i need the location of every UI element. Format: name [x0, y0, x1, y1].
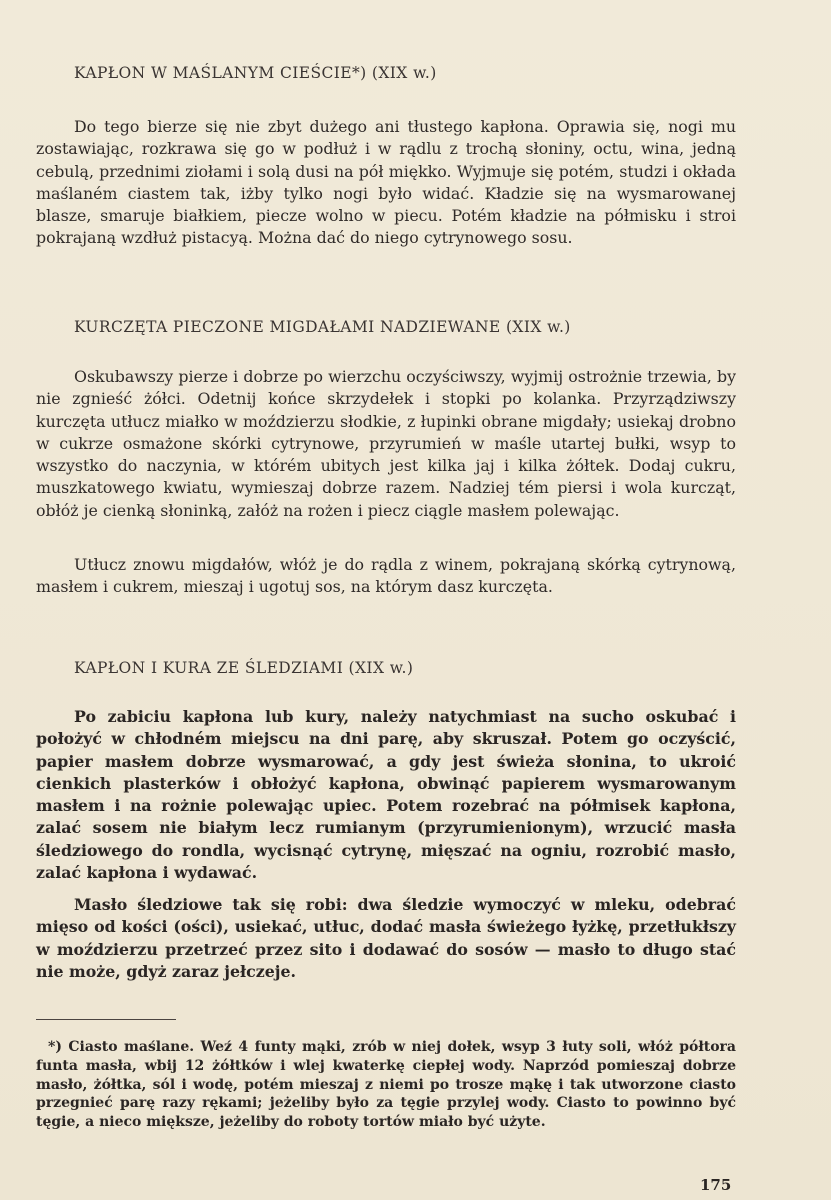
recipe-paragraph: Utłucz znowu migdałów, włóż je do rądla z winem, pokrajaną skórką cytrynową, masłem i cukrem, mieszaj i ugotuj sos, na którym dasz kurczęta.: [36, 555, 736, 597]
recipe-paragraph: Po zabiciu kapłona lub kury, należy natychmiast na sucho oskubać i położyć w chłodném miejscu na dni parę, aby skruszał. Potem go oczyścić, papier masłem dobrze wysmarować, a gdy jest świeża słonina, to ukroić cienkich plasterków i obłożyć kapłona, obwinąć papierem wysmarowanym masłem i na rożnie polewając upiec. Potem rozebrać na półmisek kapłona, zalać sosem nie białym lecz rumianym (przyrumienionym), wrzucić masła śledziowego do rondla, wycisnąć cytrynę, mięszać na ogniu, rozrobić masło, zalać kapłona i wydawać.: [36, 707, 736, 883]
page-number: 175: [700, 1176, 732, 1194]
recipe-paragraph: Do tego bierze się nie zbyt dużego ani tłustego kapłona. Oprawia się, nogi mu zostawiając, rozkrawa się go w podłuż i w rądlu z trochą słoniny, octu, wina, jedną cebulą, przednimi ziołami i solą dusi na pół miękko. Wyjmuje się potém, studzi i okłada maślaném ciastem tak, iżby tylko nogi było widać. Kładzie się na wysmarowanej blasze, smaruje białkiem, piecze wolno w piecu. Potém kładzie na półmisku i stroi pokrajaną wzdłuż pistacyą. Można dać do niego cytrynowego sosu.: [36, 117, 736, 248]
footnote-divider: [36, 1019, 176, 1020]
recipe-title-kaplon-w-maslanym-ciescie: KAPŁON W MAŚLANYM CIEŚCIE*) (XIX w.): [74, 64, 437, 82]
recipe-title-kurczeta-pieczone: KURCZĘTA PIECZONE MIGDAŁAMI NADZIEWANE (XIX w.): [74, 318, 571, 336]
recipe-paragraph: Oskubawszy pierze i dobrze po wierzchu oczyściwszy, wyjmij ostrożnie trzewia, by nie zgnieść żółci. Odetnij końce skrzydełek i stopki po kolanka. Przyrządziwszy kurczęta utłucz miałko w moździerzu słodkie, z łupinki obrane migdały; usiekaj drobno w cukrze osmażone skórki cytrynowe, przyrumień w maśle utartej bułki, wsyp to wszystko do naczynia, w którém ubitych jest kilka jaj i kilka żółtek. Dodaj cukru, muszkatowego kwiatu, wymieszaj dobrze razem. Nadziej tém piersi i wola kurcząt, obłóż je cienką słoninką, załóż na rożen i piecz ciągle masłem polewając.: [36, 367, 736, 520]
recipe-paragraph: Masło śledziowe tak się robi: dwa śledzie wymoczyć w mleku, odebrać mięso od kości (ości), usiekać, utłuc, dodać masła świeżego łyżkę, przetłukłszy w moździerzu przetrzeć przez sito i dodawać do sosów — masło to długo stać nie może, gdyż zaraz jełczeje.: [36, 895, 736, 981]
footnote: *) Ciasto maślane. Weź 4 funty mąki, zrób w niej dołek, wsyp 3 łuty soli, włóż półtora funta masła, wbij 12 żółtków i wlej kwaterkę ciepłej wody. Naprzód pomieszaj dobrze masło, żółtka, sól i wodę, potém mieszaj z niemi po trosze mąkę i tak utworzone ciasto przegnieć parę razy rękami; jeżeliby było za tęgie przylej wody. Ciasto to powinno być tęgie, a nieco miększe, jeżeliby do roboty tortów miało być użyte.: [36, 1039, 736, 1131]
recipe-title-kaplon-i-kura-ze-sledziami: KAPŁON I KURA ZE ŚLEDZIAMI (XIX w.): [74, 659, 414, 677]
